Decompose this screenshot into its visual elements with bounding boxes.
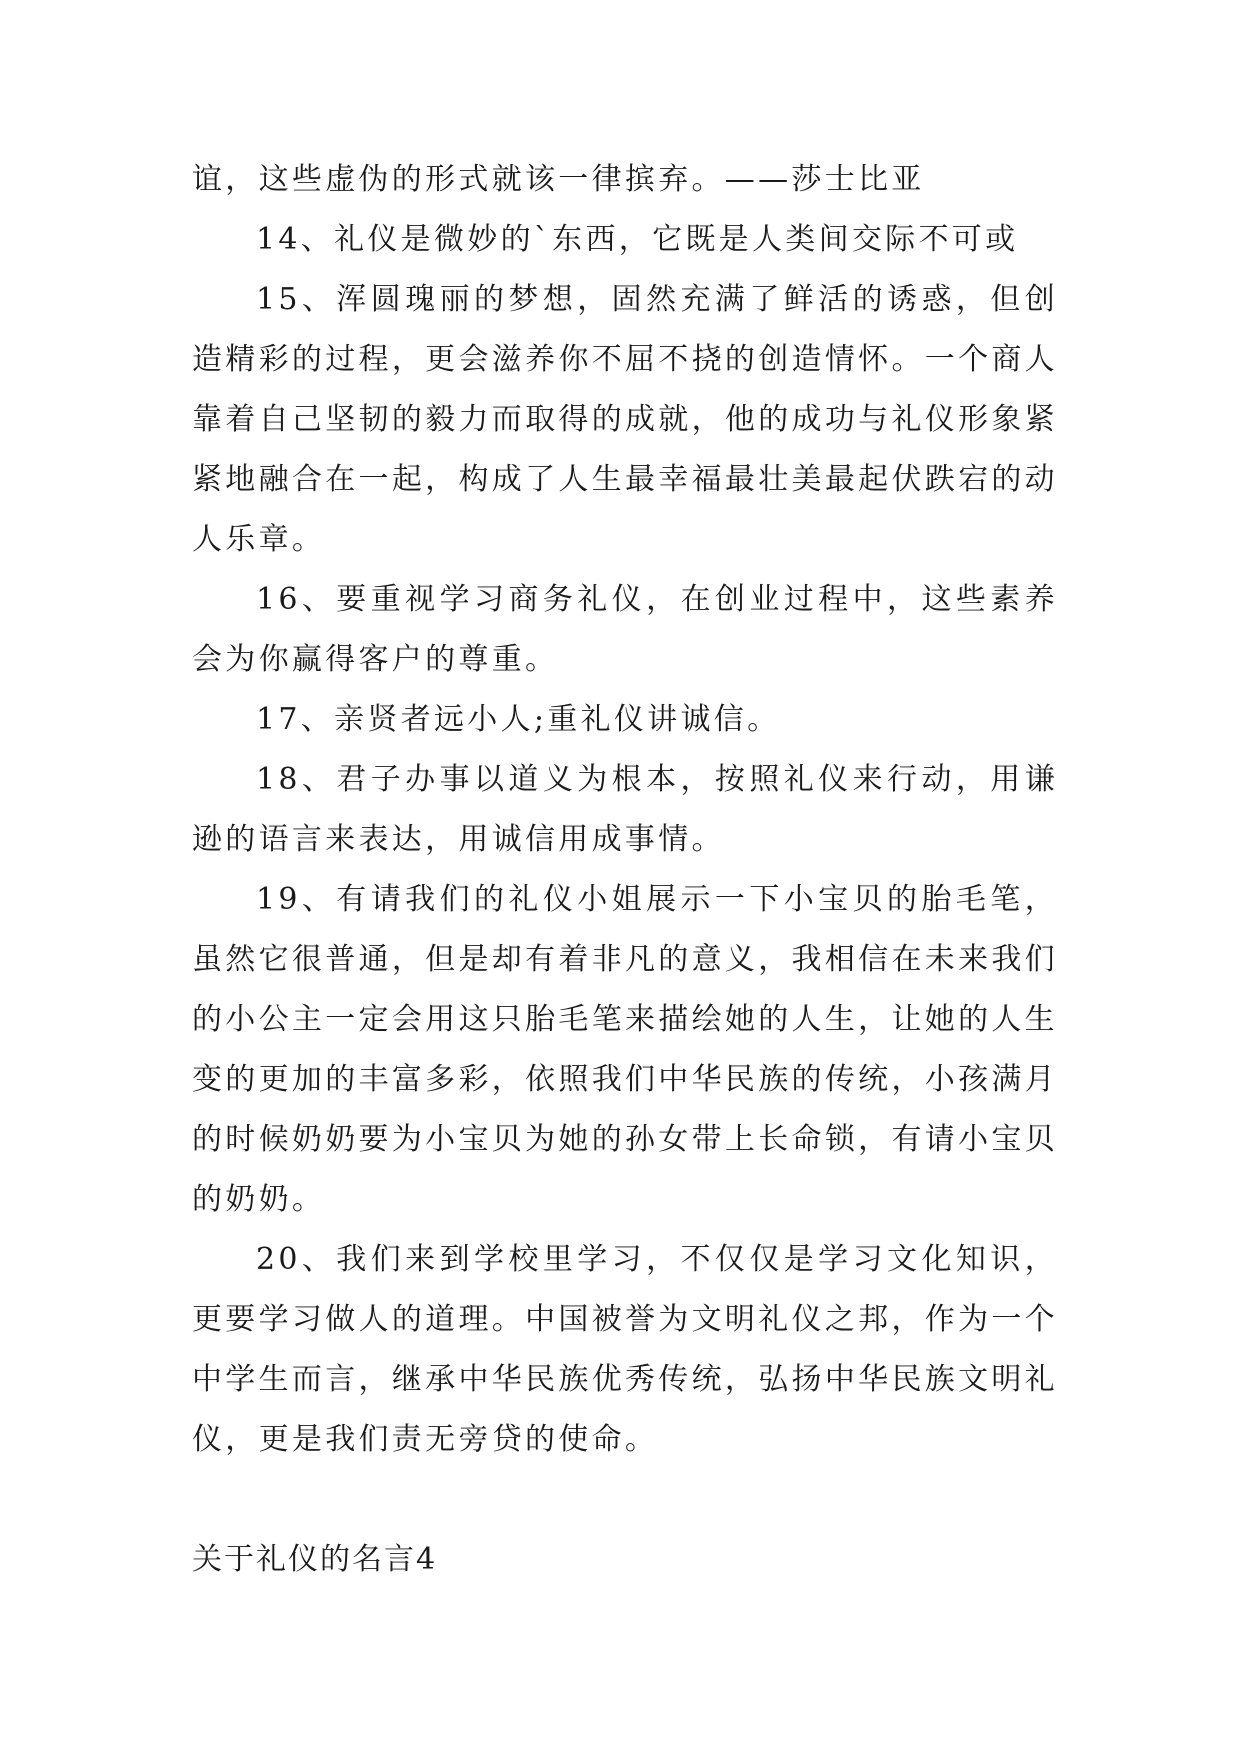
paragraph-quote-18: 18、君子办事以道义为根本，按照礼仪来行动，用谦逊的语言来表达，用诚信用成事情。 — [192, 762, 1058, 857]
document-body — [192, 150, 1058, 1590]
paragraph-quote-16: 16、要重视学习商务礼仪，在创业过程中，这些素养会为你赢得客户的尊重。 — [192, 582, 1058, 677]
section-heading: 关于礼仪的名言4 — [192, 1542, 438, 1577]
paragraph-continued: 谊，这些虚伪的形式就该一律摈弃。——莎士比亚 — [192, 162, 925, 197]
paragraph-quote-15: 15、浑圆瑰丽的梦想，固然充满了鲜活的诱惑，但创造精彩的过程，更会滋养你不屈不挠的创造情怀。一个商人靠着自己坚韧的毅力而取得的成就，他的成功与礼仪形象紧紧地融合在一起，构成了人生最幸福最壮美最起伏跌宕的动人乐章。 — [192, 282, 1058, 557]
paragraph-quote-17: 17、亲贤者远小人;重礼仪讲诚信。 — [256, 702, 781, 737]
paragraph-quote-19: 19、有请我们的礼仪小姐展示一下小宝贝的胎毛笔，虽然它很普通，但是却有着非凡的意义，我相信在未来我们的小公主一定会用这只胎毛笔来描绘她的人生，让她的人生变的更加的丰富多彩，依照我们中华民族的传统，小孩满月的时候奶奶要为小宝贝为她的孙女带上长命锁，有请小宝贝的奶奶。 — [192, 882, 1058, 1217]
paragraph-quote-20: 20、我们来到学校里学习，不仅仅是学习文化知识，更要学习做人的道理。中国被誉为文明礼仪之邦，作为一个中学生而言，继承中华民族优秀传统，弘扬中华民族文明礼仪，更是我们责无旁贷的使命。 — [192, 1242, 1058, 1457]
paragraph-quote-14: 14、礼仪是微妙的`东西，它既是人类间交际不可或 — [256, 222, 1019, 257]
